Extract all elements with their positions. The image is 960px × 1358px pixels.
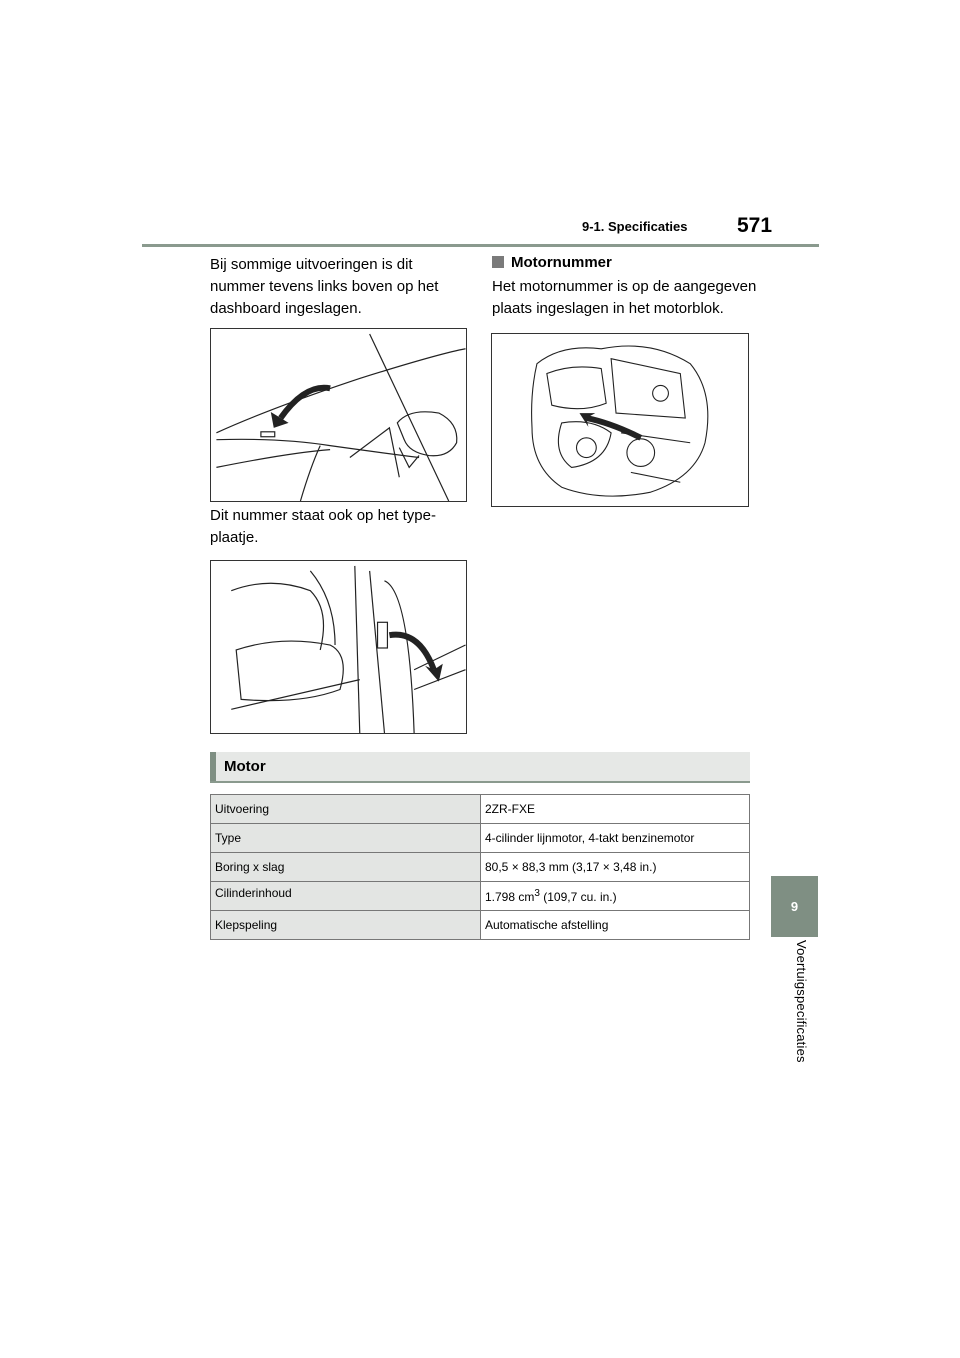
spec-label: Boring x slag	[211, 853, 481, 882]
spec-value: 80,5 × 88,3 mm (3,17 × 3,48 in.)	[481, 853, 750, 882]
spec-value: 4-cilinder lijnmotor, 4-takt benzinemotor	[481, 824, 750, 853]
table-row	[211, 853, 750, 882]
table-row	[211, 911, 750, 940]
engine-number-heading: Motornummer	[492, 254, 612, 271]
spec-label: Cilinderinhoud	[211, 882, 481, 911]
section-accent	[210, 752, 216, 781]
spec-label: Type	[211, 824, 481, 853]
table-row	[211, 824, 750, 853]
dashboard-illustration	[210, 328, 467, 502]
table-row	[211, 882, 750, 911]
dashboard-note: Bij sommige uitvoeringen is dit nummer tevens links boven op het dashboard ingeslagen.	[210, 256, 439, 317]
chapter-tab	[771, 876, 818, 937]
section-heading-bar	[210, 752, 750, 783]
section-title: Motor	[224, 758, 266, 775]
spec-label: Klepspeling	[211, 911, 481, 940]
chapter-label: Voertuigspecificaties	[794, 940, 809, 1063]
section-header: 9-1. Specificaties	[582, 219, 688, 234]
type-plate-note: Dit nummer staat ook op het type-plaatje.	[210, 507, 436, 546]
header-divider	[142, 244, 819, 247]
page-number: 571	[737, 214, 773, 237]
chapter-number: 9	[790, 899, 799, 914]
table-row	[211, 795, 750, 824]
engine-block-illustration	[491, 333, 749, 507]
spec-label: Uitvoering	[211, 795, 481, 824]
engine-number-note: Het motornummer is op de aangegeven plaats ingeslagen in het motorblok.	[492, 278, 757, 317]
door-pillar-illustration	[210, 560, 467, 734]
engine-specs-table	[210, 794, 750, 940]
spec-value: Automatische afstelling	[481, 911, 750, 940]
bullet-square-icon	[492, 256, 504, 268]
spec-value: 1.798 $cm^3$ (109,7 cu. in.)	[481, 882, 750, 911]
spec-value: 2ZR-FXE	[481, 795, 750, 824]
